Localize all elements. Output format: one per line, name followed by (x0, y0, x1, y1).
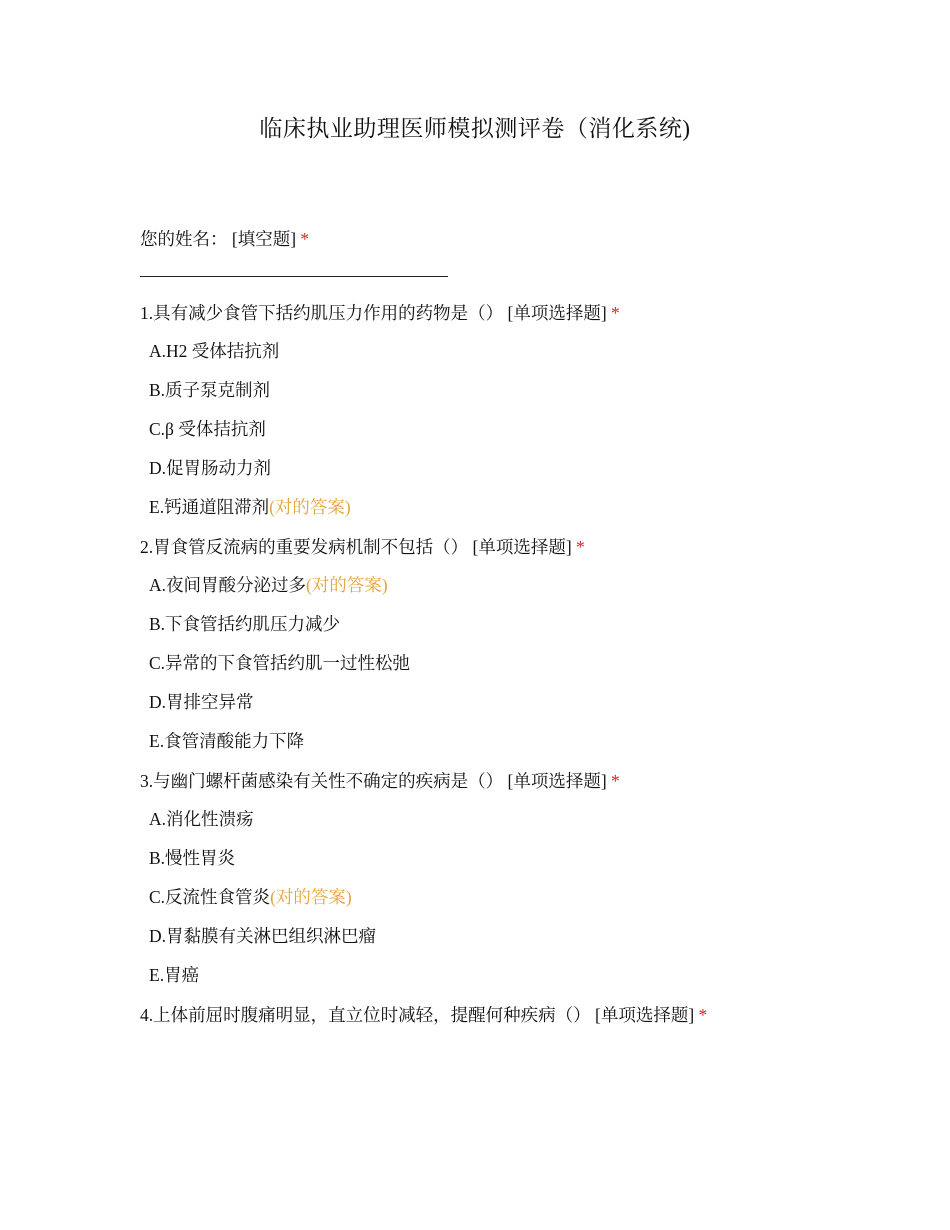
answer-mark: (对的答案) (270, 887, 352, 907)
option-c[interactable] (140, 416, 840, 442)
option-e[interactable] (140, 962, 840, 988)
option-d[interactable] (140, 689, 840, 715)
question-type: [填空题] (231, 229, 297, 249)
question-type: [单项选择题] (507, 303, 607, 323)
option-label: B.下食管括约肌压力减少 (149, 614, 341, 634)
name-input-line[interactable] (140, 264, 448, 277)
question-1 (140, 300, 840, 520)
option-label: E.钙通道阻滞剂 (149, 497, 270, 517)
option-e[interactable] (140, 494, 840, 520)
option-label: D.胃黏膜有关淋巴组织淋巴瘤 (149, 926, 377, 946)
page-title: 临床执业助理医师模拟测评卷（消化系统) (259, 116, 691, 141)
required-mark: * (698, 1005, 708, 1025)
question-text-row (140, 534, 840, 560)
required-mark: * (300, 229, 310, 249)
required-mark: * (611, 771, 620, 791)
option-label: C.β 受体拮抗剂 (149, 419, 266, 439)
option-b[interactable] (140, 845, 840, 871)
option-label: A.夜间胃酸分泌过多 (149, 575, 307, 595)
question-text: 1.具有减少食管下括约肌压力作用的药物是（） (140, 303, 504, 323)
option-a[interactable] (140, 338, 840, 364)
name-field-label: 您的姓名： (140, 229, 228, 249)
option-label: D.促胃肠动力剂 (149, 458, 272, 478)
option-c[interactable] (140, 884, 840, 910)
question-text-row (140, 300, 840, 326)
answer-mark: (对的答案) (269, 497, 351, 517)
question-type: [单项选择题] (595, 1005, 695, 1025)
required-mark: * (576, 537, 585, 557)
option-d[interactable] (140, 923, 840, 949)
name-field-question (140, 226, 840, 252)
option-label: E.食管清酸能力下降 (149, 731, 305, 751)
option-label: A.H2 受体拮抗剂 (149, 341, 280, 361)
option-label: E.胃癌 (149, 965, 200, 985)
name-field-block (140, 226, 840, 277)
option-label: C.反流性食管炎 (149, 887, 271, 907)
answer-mark: (对的答案) (306, 575, 388, 595)
question-4 (140, 1002, 840, 1028)
question-type: [单项选择题] (472, 537, 572, 557)
question-text-row (140, 1002, 840, 1028)
option-a[interactable] (140, 572, 840, 598)
question-2 (140, 534, 840, 754)
survey-content (140, 226, 840, 1042)
question-text: 2.胃食管反流病的重要发病机制不包括（） (140, 537, 469, 557)
option-label: D.胃排空异常 (149, 692, 254, 712)
option-label: B.质子泵克制剂 (149, 380, 271, 400)
option-a[interactable] (140, 806, 840, 832)
question-text-row (140, 768, 840, 794)
question-3 (140, 768, 840, 988)
question-text: 4.上体前屈时腹痛明显，直立位时减轻，提醒何种疾病（） (140, 1005, 591, 1025)
option-label: A.消化性溃疡 (149, 809, 254, 829)
option-b[interactable] (140, 377, 840, 403)
option-label: C.异常的下食管括约肌一过性松弛 (149, 653, 411, 673)
question-text: 3.与幽门螺杆菌感染有关性不确定的疾病是（） (140, 771, 504, 791)
option-d[interactable] (140, 455, 840, 481)
option-e[interactable] (140, 728, 840, 754)
question-type: [单项选择题] (507, 771, 607, 791)
option-label: B.慢性胃炎 (149, 848, 236, 868)
option-c[interactable] (140, 650, 840, 676)
required-mark: * (611, 303, 620, 323)
option-b[interactable] (140, 611, 840, 637)
